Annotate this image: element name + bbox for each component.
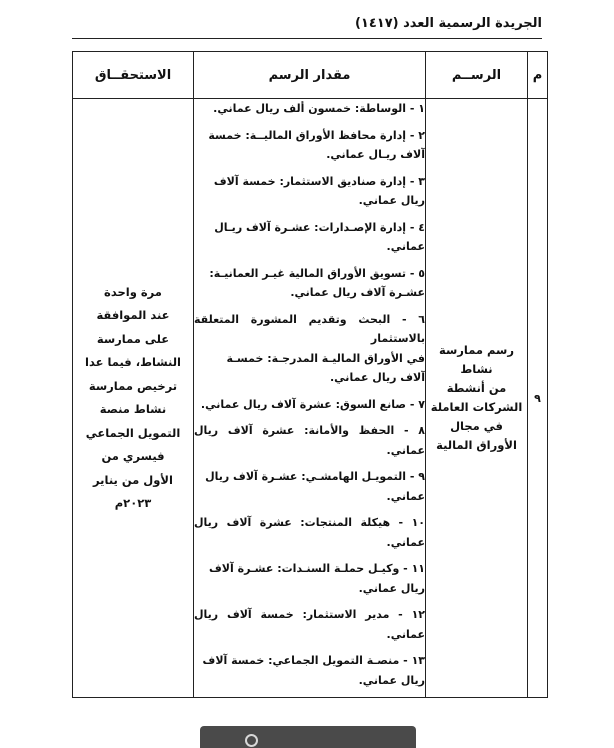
fee-amount-line: ٦ - البحث وتقديم المشورة المتعلقة بالاستثمار: [194, 312, 425, 345]
list-item: [194, 264, 425, 303]
due-text-line: فيسري من: [101, 449, 165, 463]
fee-amount-cell: [194, 99, 426, 698]
fee-amount-line: ٩ - التمويـل الهامشـي: عشـرة آلاف ريال: [205, 470, 425, 483]
list-item: [194, 421, 425, 460]
fee-name-line: الشركات العاملة: [430, 400, 523, 414]
fee-amount-line: ريال عماني.: [358, 581, 425, 595]
table-row: [73, 99, 548, 698]
due-text-line: الأول من يناير ٢٠٢٣م: [93, 472, 173, 510]
fee-amount-line: ١٣ - منصـة التمويل الجماعي: خمسة آلاف: [202, 654, 425, 667]
fee-amount-line: ١١ - وكيـل حملـة السنـدات: عشـرة آلاف: [209, 562, 425, 575]
table-header-row: [73, 52, 548, 99]
fee-amount-line: في الأوراق الماليـة المدرجـة: خمسـة: [226, 351, 425, 365]
list-item: [194, 99, 425, 119]
list-item: [194, 395, 425, 415]
fee-amount-line: ريال عماني.: [358, 194, 425, 207]
fee-amount-line: ٤ - إدارة الإصـدارات: عشـرة آلاف ريـال: [214, 220, 425, 234]
fee-name-line: في مجال: [450, 419, 503, 433]
fee-name-cell: [426, 99, 528, 698]
due-cell: [73, 99, 194, 698]
fee-name-line: رسم ممارسة: [438, 343, 514, 357]
due-text-line: ترخيص ممارسة: [88, 378, 178, 393]
fee-amount-line: عماني.: [386, 240, 425, 253]
row-number: ٩: [528, 99, 548, 698]
fee-amount-line: عشـرة آلاف ريال عماني.: [290, 286, 425, 299]
page-header-title: الجريدة الرسمية العدد (١٤١٧): [354, 16, 542, 31]
fee-amount-list: [194, 99, 425, 690]
fee-amount-line: ٥ - تسويق الأوراق المالية غيـر العمانيـة:: [209, 266, 425, 280]
fee-amount-line: عماني.: [386, 489, 425, 503]
header-divider: [72, 38, 542, 39]
list-item: [194, 126, 425, 165]
fee-amount-line: ٢ - إدارة محافظ الأوراق الماليــة: خمسة: [208, 128, 425, 142]
viewer-bottom-bar[interactable]: [200, 726, 416, 748]
column-header-amount: مقدار الرسم: [194, 52, 426, 99]
list-item: [194, 605, 425, 644]
column-header-fee: الرســم: [426, 52, 528, 99]
list-item: [194, 218, 425, 257]
list-item: [194, 172, 425, 211]
fee-amount-line: ريال عماني.: [358, 673, 425, 687]
list-item: [194, 513, 425, 552]
fee-amount-line: ١٢ - مدير الاستثمار: خمسة آلاف ريال عماني.: [194, 608, 425, 641]
fee-amount-line: ٣ - إدارة صناديق الاستثمار: خمسة آلاف: [213, 174, 425, 188]
due-text-line: نشاط منصة: [99, 402, 167, 416]
search-icon[interactable]: [245, 734, 258, 747]
fee-amount-line: ٧ - صانع السوق: عشرة آلاف ريال عماني.: [200, 397, 425, 411]
fee-amount-line: آلاف ريـال عماني.: [326, 148, 425, 161]
list-item: [194, 310, 425, 388]
due-text-line: النشاط، فيما عدا: [85, 355, 181, 369]
due-text-line: عند الموافقة: [96, 308, 170, 322]
list-item: [194, 651, 425, 690]
list-item: [194, 559, 425, 598]
due-text-line: التمويل الجماعي: [85, 425, 181, 440]
fees-table: [72, 51, 548, 698]
fee-amount-line: ١٠ - هيكلة المنتجات: عشرة آلاف ريال عماني.: [194, 516, 425, 549]
list-item: [194, 467, 425, 506]
column-header-due: الاستحقــاق: [73, 52, 194, 99]
fee-name-line: نشاط: [460, 362, 493, 376]
fee-amount-line: ٨ - الحفظ والأمانة: عشرة آلاف ريال عماني.: [194, 424, 425, 457]
due-text-line: مرة واحدة: [104, 284, 162, 299]
fee-name-line: الأوراق المالية: [436, 438, 517, 452]
column-header-number: م: [528, 52, 548, 99]
fee-amount-line: آلاف ريال عماني.: [330, 371, 425, 384]
fee-amount-line: ١ - الوساطة: خمسون ألف ريال عماني.: [213, 102, 425, 115]
due-text-line: على ممارسة: [96, 331, 170, 346]
fee-name-line: من أنشطة: [446, 381, 507, 395]
